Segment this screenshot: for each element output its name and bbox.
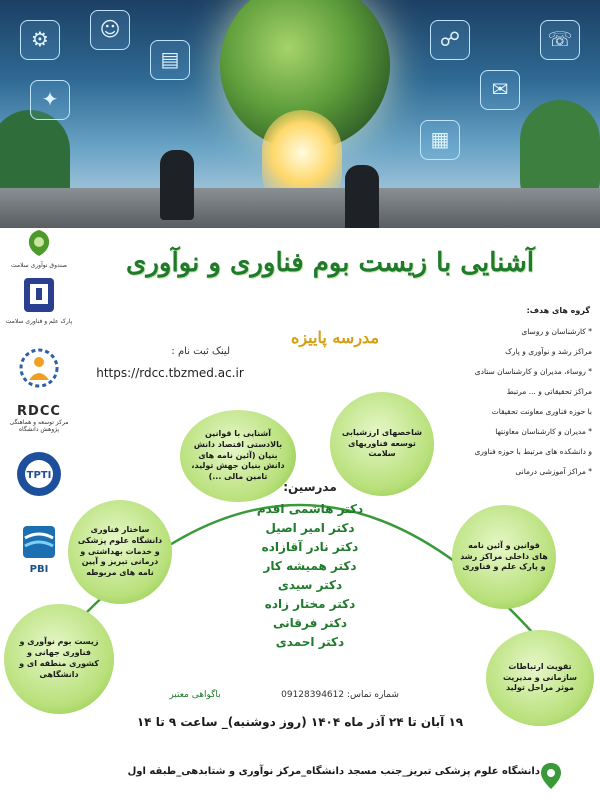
list-item: * مراکز آموزشی درمانی (515, 467, 592, 476)
list-item: * کارشناسان و روسای (521, 327, 592, 336)
registration-link[interactable]: https://rdcc.tbzmed.ac.ir (96, 366, 244, 380)
businessman-left (160, 150, 194, 220)
list-item: مراکز رشد و نوآوری و پارک (505, 347, 592, 356)
topic-bubble: آشنایی با قوانین بالادستی اقتصاد دانش بنیان (آئین نامه های دانش بنیان جهش تولید، تامین مالی ...) (180, 410, 296, 502)
teacher-name: دکتر احمدی (275, 635, 345, 649)
health-park-logo (4, 276, 74, 325)
topic-bubble: زیست بوم نوآوری و فناوری جهانی و کشوری منطقه ای و دانشگاهی (4, 604, 114, 714)
logo-text: صندوق نوآوری سلامت (10, 262, 68, 269)
topic-bubble: شاخصهای ارزشیابی توسعه فناوریهای سلامت (330, 392, 434, 496)
teacher-name: دکتر هاشمی اقدم (256, 502, 364, 516)
list-item: * مدیران و کارشناسان معاونتها (495, 427, 592, 436)
people-icon: ☺ (90, 10, 130, 50)
target-groups-title: گروه های هدف: (526, 306, 590, 315)
logo-text: مرکز توسعه و هماهنگی پژوهش دانشگاه (9, 419, 69, 434)
contact-phone: شماره تماس: 09128394612 (281, 690, 399, 700)
teacher-name: دکتر نادر آقازاده (261, 540, 359, 554)
teachers-list (220, 500, 400, 652)
page-subtitle: مدرسه پاییزه (290, 328, 380, 347)
list-item: * روساء، مدیران و کارشناسان ستادی (474, 367, 592, 376)
topic-bubble: قوانین و آئین نامه های داخلی مراکز رشد و پارک علم و فناوری (452, 505, 556, 609)
list-item: مراکز تحقیقاتی و ... مرتبط (506, 387, 592, 396)
topic-bubble: تقویت ارتباطات سازمانی و مدیریت موثر مراحل تولید (486, 630, 594, 726)
teacher-name: دکتر امیر اصیل (265, 521, 355, 535)
teachers-title: مدرسین: (283, 480, 337, 494)
logo-text: پارک علم و فناوری سلامت (5, 318, 73, 325)
certificate-note: باگواهی معتبر (169, 690, 221, 700)
event-address: دانشگاه علوم پزشکی تبریز_جنب مسجد دانشگاه_مرکز نوآوری و شتابدهی_طبقه اول (127, 766, 540, 777)
teacher-name: دکتر همیشه کار (263, 559, 357, 573)
date-time: ۱۹ آبان تا ۲۴ آذر ماه ۱۴۰۴ (روز دوشنبه)_ ساعت ۹ تا ۱۴ (136, 715, 464, 729)
leaf-logo-icon (19, 228, 59, 258)
registration-label: لینک ثبت نام : (171, 346, 230, 357)
settings-icon: ✦ (30, 80, 70, 120)
desk-floor (0, 188, 600, 228)
handshake-icon: ☍ (430, 20, 470, 60)
health-innovation-fund-logo (4, 228, 74, 269)
phone-icon: ☏ (540, 20, 580, 60)
gear-icon: ⚙ (20, 20, 60, 60)
businessman-right (345, 165, 379, 228)
svg-text:TPTI: TPTI (26, 470, 52, 481)
hero-image (0, 0, 600, 228)
rdcc-logo-text: RDCC (17, 404, 61, 419)
people-circle-logo (4, 346, 74, 394)
people-circle-icon (17, 346, 61, 390)
teacher-name: دکتر فرقانی (272, 616, 347, 630)
teacher-name: دکتر مختار زاده (264, 597, 356, 611)
shield-logo-icon (18, 276, 60, 314)
teacher-name: دکتر سیدی (277, 578, 343, 592)
chart-icon: ▤ (150, 40, 190, 80)
list-item: و دانشکده های مرتبط با حوزه فناوری (474, 447, 592, 456)
list-item: با حوزه فناوری معاونت تحقیقات (491, 407, 592, 416)
location-pin-icon (540, 762, 562, 790)
page-title: آشنایی با زیست بوم فناوری و نوآوری (125, 248, 534, 278)
mail-icon: ✉ (480, 70, 520, 110)
topic-bubble: ساختار فناوری دانشگاه علوم پزشکی و خدمات بهداشتی و درمانی تبریز و آیین نامه های مربوطه (68, 500, 172, 604)
pbi-logo-text: PBI (29, 564, 49, 575)
document-icon: ▦ (420, 120, 460, 160)
